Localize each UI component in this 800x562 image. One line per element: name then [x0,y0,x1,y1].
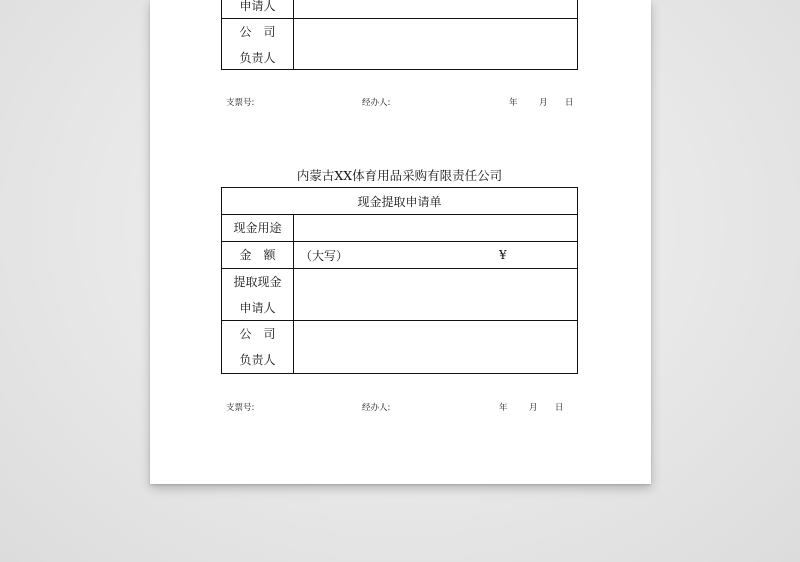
currency-symbol: ¥ [499,248,507,262]
amount-value[interactable] [294,242,577,268]
month-label: 月 [539,98,548,108]
applicant-value[interactable] [294,269,577,320]
handler-label: 经办人: [362,98,391,108]
top-form-table [221,0,578,70]
top-applicant-label: 申请人 [222,0,294,18]
amount-uppercase-label: （大写） [300,248,349,263]
top-manager-value[interactable] [294,19,577,70]
top-applicant-value[interactable] [294,0,577,18]
year-label: 年 [509,98,518,108]
day-label: 日 [565,98,574,108]
form-title: 现金提取申请单 [357,194,442,209]
year-label: 年 [499,403,508,413]
manager-label: 公 司 负责人 [222,321,294,373]
ticket-no-label: 支票号: [226,403,255,413]
top-manager-label: 公 司 负责人 [222,19,294,70]
purpose-label: 现金用途 [222,215,294,241]
purpose-value[interactable] [294,215,577,241]
company-name: 内蒙古XX体育用品采购有限责任公司 [296,168,503,183]
month-label: 月 [529,403,538,413]
applicant-label: 提取现金 申请人 [222,269,294,320]
handler-label: 经办人: [362,403,391,413]
day-label: 日 [555,403,564,413]
ticket-no-label: 支票号: [226,98,255,108]
manager-value[interactable] [294,321,577,373]
amount-label: 金 额 [222,242,294,268]
cash-withdrawal-form [221,187,578,374]
